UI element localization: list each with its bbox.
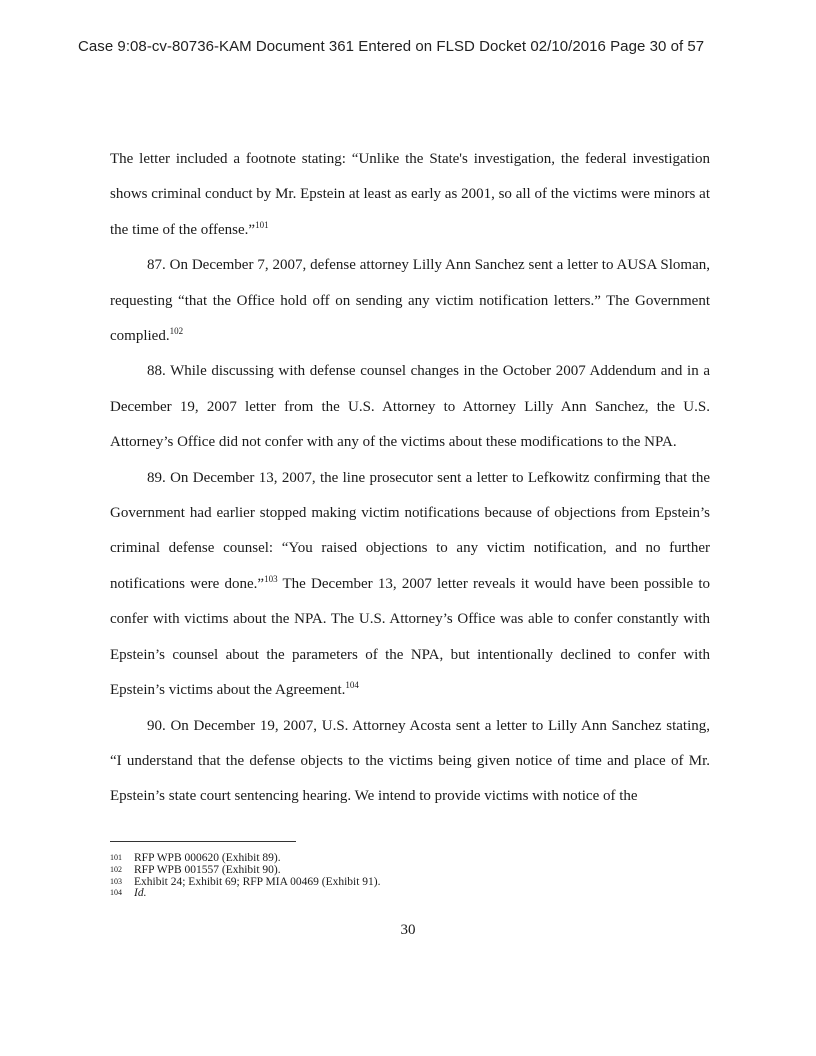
footnote-104 [110,888,710,900]
footnotes [110,853,710,900]
paragraph-text: 87. On December 7, 2007, defense attorney Lilly Ann Sanchez sent a letter to AUSA Sloman, requesting “that the Office hold off on sending any victim notification letters.” The Government complied. [110,257,710,345]
footnote-text: Exhibit 24; Exhibit 69; RFP MIA 00469 (Exhibit 91). [134,875,381,888]
footnote-number: 101 [110,853,122,862]
paragraph-90 [110,709,710,815]
footnote-text: RFP WPB 001557 (Exhibit 90). [134,863,281,876]
footnote-ref-104: 104 [345,680,359,691]
footnote-number: 104 [110,888,122,898]
paragraph-88 [110,354,710,460]
paragraph-footnote-quote [110,142,710,248]
paragraph-text: 89. On December 13, 2007, the line prosecutor sent a letter to Lefkowitz confirming that the Government had earlier stopped making victim notifications because of objections from Epstein’s criminal defense counsel: “You raised objections to any victim notification, and no further notifications were done.” [110,469,710,592]
footnote-ref-102: 102 [169,326,184,337]
footnote-ref-103: 103 [264,573,278,584]
document-body [110,142,710,815]
paragraph-text-continued: The December 13, 2007 letter reveals it would have been possible to confer with victims about the NPA. The U.S. Attorney’s Office was able to confer constantly with Epstein’s counsel about the parameters of the NPA, but intentionally declined to confer with Epstein’s victims about the Agreement. [110,575,710,699]
footnote-separator [110,841,296,842]
footnote-text: RFP WPB 000620 (Exhibit 89). [134,852,281,864]
footnote-102 [110,865,710,877]
docket-header: Case 9:08-cv-80736-KAM Document 361 Entered on FLSD Docket 02/10/2016 Page 30 of 57 [78,38,705,55]
footnote-text: Id. [134,887,147,900]
paragraph-text: 90. On December 19, 2007, U.S. Attorney Acosta sent a letter to Lilly Ann Sanchez stating, “I understand that the defense objects to the victims being given notice of time and place of Mr. Epstein’s state court sentencing hearing. We intend to provide victims with notice of the [110,717,710,805]
footnote-number: 103 [110,876,122,886]
footnote-ref-101: 101 [255,219,269,230]
paragraph-text: The letter included a footnote stating: “Unlike the State's investigation, the federal investigation shows criminal conduct by Mr. Epstein at least as early as 2001, so all of the victims were minors at the time of the offense.” [110,151,710,238]
footnote-103 [110,877,710,889]
footnote-number: 102 [110,864,122,874]
page-number: 30 [400,922,416,938]
paragraph-89 [110,461,710,709]
paragraph-text: 88. While discussing with defense counsel changes in the October 2007 Addendum and in a December 19, 2007 letter from the U.S. Attorney to Attorney Lilly Ann Sanchez, the U.S. Attorney’s Office did not confer with any of the victims about these modifications to the NPA. [110,363,710,451]
paragraph-87 [110,248,710,354]
